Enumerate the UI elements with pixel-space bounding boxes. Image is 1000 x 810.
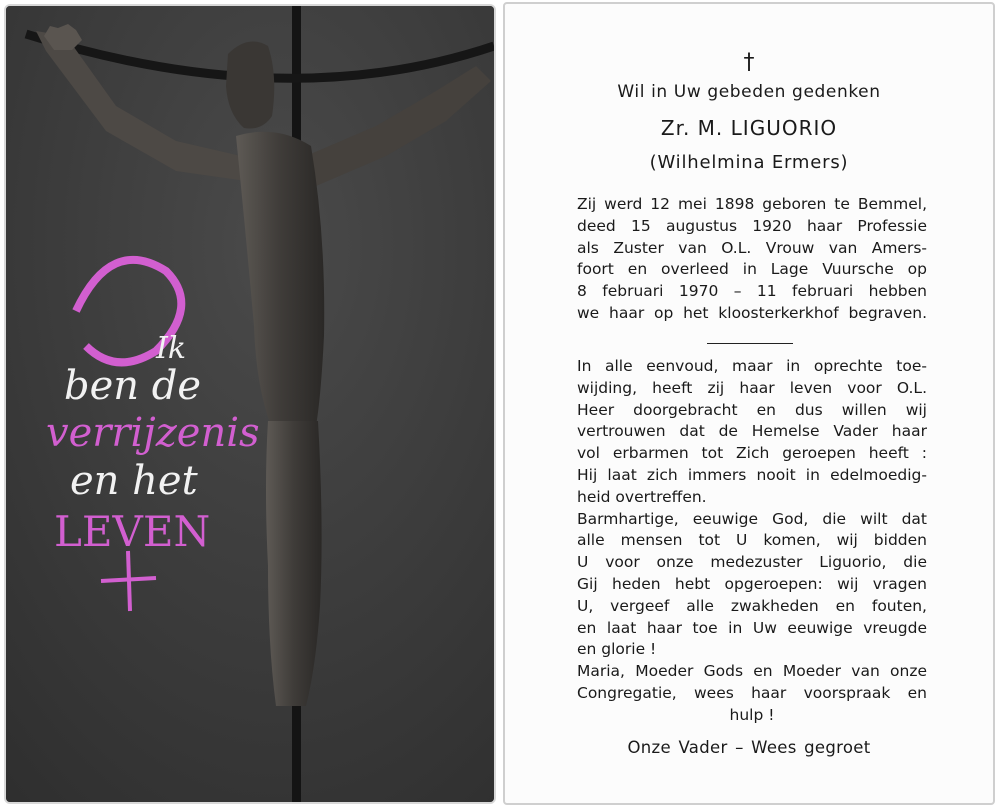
prayer-line: U, vergeef alle zwakheden en fouten, <box>577 596 927 615</box>
prayer-line: Congregatie, wees haar voorspraak en <box>577 683 927 702</box>
biography-line: foort en overleed in Lage Vuursche op <box>577 260 927 279</box>
calligraphy-line-4: en het <box>70 458 198 504</box>
calligraphy-line-2: ben de <box>64 363 202 409</box>
closing-prayers: Onze Vader – Wees gegroet <box>627 738 871 757</box>
prayer-line: vol erbarmen tot Zich geroepen heeft : <box>577 444 927 463</box>
crucifix-photo-card <box>4 4 496 804</box>
prayer-line: heid overtreffen. <box>577 487 707 506</box>
biography-line: als Zuster van O.L. Vrouw van Amers- <box>577 238 927 257</box>
cross-icon: † <box>743 50 755 75</box>
prayer-line: In alle eenvoud, maar in oprechte toe- <box>577 357 927 375</box>
calligraphy-line-1: Ik <box>156 331 187 366</box>
figure-legs <box>266 421 322 706</box>
prayer-line: U voor onze medezuster Liguorio, die <box>577 553 927 572</box>
biography-line: Zij werd 12 mei 1898 geboren te Bemmel, <box>577 195 927 213</box>
biography-line: deed 15 augustus 1920 haar Professie <box>577 216 927 235</box>
crucifix-photo <box>6 6 496 804</box>
prayer-line: Gij heden hebt opgeroepen: wij vragen <box>577 574 927 593</box>
prayer-line: wijding, heeft zij haar leven voor O.L. <box>577 378 927 397</box>
memorial-text-card <box>503 2 995 805</box>
biography-line: we haar op het kloosterkerkhof begraven. <box>577 303 927 322</box>
prayer-line: Maria, Moeder Gods en Moeder van onze <box>577 662 927 681</box>
biography-paragraph <box>577 194 927 325</box>
prayer-line: en glorie ! <box>577 640 657 659</box>
section-divider <box>707 343 793 344</box>
prayer-line: en laat haar toe in Uw eeuwige vreugde <box>577 618 927 637</box>
prayer-line: Heer doorgebracht en dus willen wij <box>577 400 927 419</box>
prayer-line: hulp ! <box>729 705 775 724</box>
calligraphy-line-5: LEVEN <box>54 507 211 556</box>
deceased-name: Zr. M. LIGUORIO <box>660 116 838 140</box>
calligraphy-line-3: verrijzenis <box>46 410 260 456</box>
prayer-line: alle mensen tot U komen, wij bidden <box>577 531 927 550</box>
birth-name: (Wilhelmina Ermers) <box>649 152 849 173</box>
prayer-text <box>577 356 927 727</box>
memorial-heading: Wil in Uw gebeden gedenken <box>617 82 881 102</box>
prayer-line: Hij laat zich immers nooit in edelmoedig- <box>577 465 927 484</box>
prayer-line: Barmhartige, eeuwige God, die wilt dat <box>577 509 927 528</box>
biography-line: 8 februari 1970 – 11 februari hebben <box>577 282 927 301</box>
prayer-line: vertrouwen dat de Hemelse Vader haar <box>577 422 927 441</box>
